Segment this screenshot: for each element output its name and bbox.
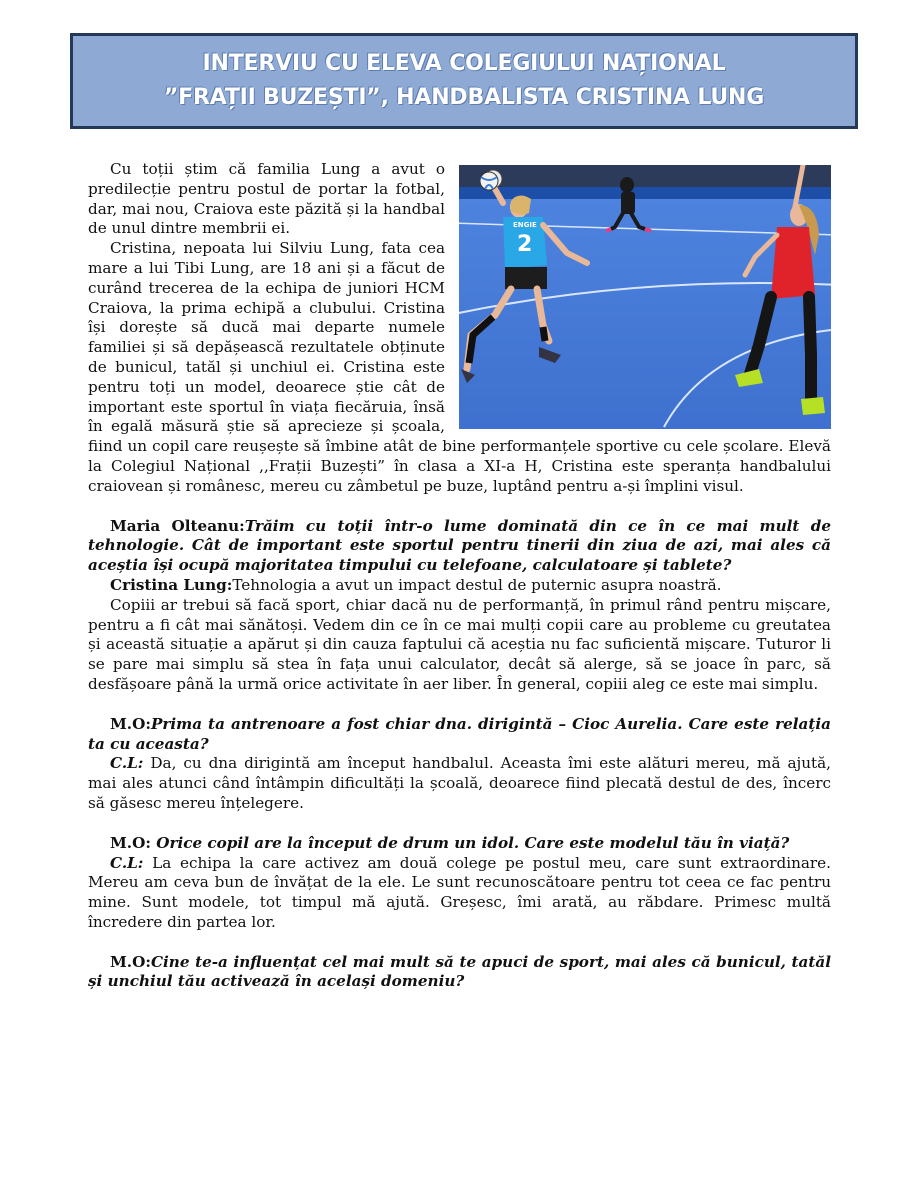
question-3 [88,834,831,854]
answer-text: Tehnologia a avut un impact destul de puternic asupra noastră. [232,575,722,594]
handball-photo [459,165,831,429]
intro-paragraph-2: Cristina, nepoata lui Silviu Lung, fata cea mare a lui Tibi Lung, are 18 ani și a făcut de curând trecerea de la echipa de juniori HCM Craiova, la prima echipă a clubului. Cristina își dorește să ducă mai departe numele familiei și să depășească rezultatele obținute de bunicul, tatăl și unchiul ei. Cristina este pentru toți un model, deoarece știe cât de important este sportul în viața fiecăruia, însă în egală măsură știe să aprecieze și școala, fiind un copil care reușește să îmbine atât de bine performanțele sportive cu cele școlare. Elevă la Colegiul Național ,,Frații Buzești” în clasa a XI-a H, Cristina este speranța handbalului craiovean și românesc, mereu cu zâmbetul pe buze, luptând pentru a-și împlini visul. [88,239,831,495]
question-text: Prima ta antrenoare a fost chiar dna. dirigintă – Cioc Aurelia. Care este relația ta cu aceasta? [88,714,831,753]
photo-ad-board [459,187,831,199]
question-2 [88,715,831,755]
article-body [88,160,831,992]
question-1 [88,517,831,576]
question-speaker: M.O: [110,714,151,733]
jersey-number: 2 [517,232,533,257]
question-4 [88,953,831,993]
spacer [88,497,831,517]
question-speaker: M.O: [110,833,151,852]
title-line-2: ”FRAȚII BUZEȘTI”, HANDBALISTA CRISTINA LUNG [163,85,765,110]
question-text: Trăim cu toții într-o lume dominată din ce în ce mai mult de tehnologie. Cât de important este sportul pentru tinerii din ziua de azi, mai ales că aceștia își ocupă majoritatea timpului cu telefoane, calculatoare și tablete? [88,516,831,575]
answer-1 [88,576,831,596]
answer-3 [88,854,831,933]
question-speaker: Maria Olteanu: [110,516,245,535]
jersey-sponsor: ENGIE [513,221,537,229]
answer-speaker: C.L: [110,853,144,872]
handball-ball [480,172,498,190]
title-line-1: INTERVIU CU ELEVA COLEGIULUI NAȚIONAL [202,51,726,76]
answer-2 [88,754,831,813]
question-text: Orice copil are la început de drum un idol. Care este modelul tău în viață? [150,833,790,852]
title-banner [70,33,858,129]
answer-1-continued: Copiii ar trebui să facă sport, chiar dacă nu de performanță, în primul rând pentru mișcare, pentru a fi cât mai sănătoși. Vedem din ce în ce mai mulți copii care au probleme cu greutatea și această situație a apărut și din cauza faptului că aceștia nu fac suficientă mișcare. Tuturor li se pare mai simplu să stea în fața unui calculator, decât să alerge, să se joace în parc, să desfășoare până la urmă orice activitate în aer liber. În general, copiii aleg ce este mai simplu. [88,595,831,693]
question-speaker: M.O: [110,952,151,971]
answer-speaker: Cristina Lung: [110,575,233,594]
answer-text: Da, cu dna dirigintă am început handbalul. Aceasta îmi este alături mereu, mă ajută, mai ales atunci când întâmpin dificultăți la școală, deoarece fiind plecată destul de des, încerc să găsesc mereu înțelegere. [88,754,831,812]
spacer [88,695,831,715]
question-text: Cine te-a influențat cel mai mult să te apuci de sport, mai ales că bunicul, tatăl și unchiul tău activează în același domeniu? [88,952,831,991]
spacer [88,814,831,834]
spacer [88,933,831,953]
intro-paragraph-1: Cu toții știm că familia Lung a avut o predilecție pentru postul de portar la fotbal, dar, mai nou, Craiova este păzită și la handbal de unul dintre membrii ei. [88,160,445,238]
answer-speaker: C.L: [110,754,144,773]
answer-text: La echipa la care activez am două colege pe postul meu, care sunt extraordinare. Mereu am ceva bun de învățat de la ele. Le sunt recunoscătoare pentru tot ceea ce fac pentru mine. Sunt modele, tot timpul mă ajută. Greșesc, îmi arată, au răbdare. Primesc multă încredere din partea lor. [88,853,831,931]
